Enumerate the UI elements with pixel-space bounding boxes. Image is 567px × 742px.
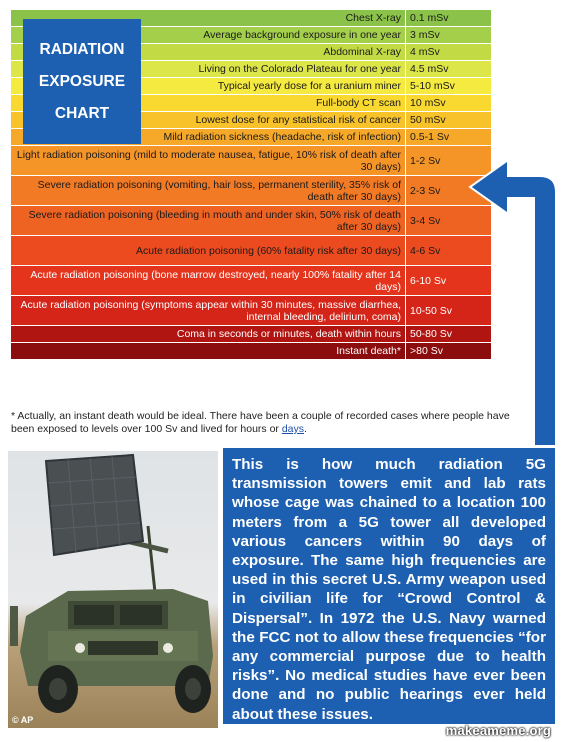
exposure-dose: 4-6 Sv bbox=[405, 236, 491, 265]
footnote-text: * Actually, an instant death would be ideal. There have been a couple of recorded cases where people have been exposed to levels over 100 Sv and lived for hours or bbox=[11, 410, 510, 435]
exposure-dose: 1-2 Sv bbox=[405, 146, 491, 175]
exposure-description: Light radiation poisoning (mild to moderate nausea, fatigue, 10% risk of death after 30 days) bbox=[16, 148, 401, 173]
exposure-dose: >80 Sv bbox=[405, 343, 491, 359]
exposure-dose: 10-50 Sv bbox=[405, 296, 491, 325]
watermark: makeameme.org bbox=[445, 723, 551, 738]
exposure-description: Average background exposure in one year bbox=[203, 29, 401, 41]
exposure-description: Abdominal X-ray bbox=[323, 46, 401, 58]
footnote bbox=[11, 410, 531, 436]
exposure-dose: 3 mSv bbox=[405, 27, 491, 43]
chart-title-line-1: RADIATION bbox=[39, 40, 125, 58]
exposure-description: Instant death* bbox=[336, 345, 401, 357]
exposure-dose: 50-80 Sv bbox=[405, 326, 491, 342]
exposure-dose: 2-3 Sv bbox=[405, 176, 491, 205]
claim-text-box bbox=[221, 446, 557, 726]
exposure-dose: 4.5 mSv bbox=[405, 61, 491, 77]
exposure-dose: 0.5-1 Sv bbox=[405, 129, 491, 145]
exposure-dose: 3-4 Sv bbox=[405, 206, 491, 235]
footnote-link[interactable]: days bbox=[281, 423, 305, 435]
exposure-description: Acute radiation poisoning (60% fatality risk after 30 days) bbox=[136, 244, 401, 257]
exposure-description: Acute radiation poisoning (bone marrow destroyed, nearly 100% fatality after 14 days) bbox=[30, 268, 401, 293]
exposure-description: Full-body CT scan bbox=[315, 97, 401, 109]
exposure-description: Severe radiation poisoning (bleeding in mouth and under skin, 50% risk of death after 30 days) bbox=[28, 208, 401, 233]
claim-text: This is how much radiation 5G transmission towers emit and lab rats whose cage was chained to a location 100 meters from a 5G tower all developed various cancers within 90 days of exposure. The same high frequencies are used in this secret U.S. Army weapon used in civilian life for “Crowd Control & Dispersal”. In 1972 the U.S. Navy warned the FCC not to allow these frequencies “for any commercial purpose due to health risks”. No medical studies have ever been done and no public hearings ever held about these issues. bbox=[232, 456, 546, 723]
exposure-description: Living on the Colorado Plateau for one year bbox=[198, 63, 401, 75]
exposure-dose: 6-10 Sv bbox=[405, 266, 491, 295]
exposure-dose: 5-10 mSv bbox=[405, 78, 491, 94]
exposure-dose: 0.1 mSv bbox=[405, 10, 491, 26]
exposure-description: Coma in seconds or minutes, death within hours bbox=[176, 328, 401, 340]
arrow-shape bbox=[470, 160, 556, 446]
exposure-dose: 50 mSv bbox=[405, 112, 491, 128]
exposure-description: Typical yearly dose for a uranium miner bbox=[217, 80, 401, 92]
exposure-description: Severe radiation poisoning (vomiting, hair loss, permanent sterility, 35% risk of death after 30 days) bbox=[37, 178, 401, 203]
exposure-description: Mild radiation sickness (headache, risk of infection) bbox=[163, 131, 401, 143]
exposure-description: Chest X-ray bbox=[345, 12, 401, 24]
footnote-end: . bbox=[304, 423, 307, 435]
exposure-dose: 10 mSv bbox=[405, 95, 491, 111]
military-vehicle-photo bbox=[8, 451, 218, 728]
chart-title-line-3: CHART bbox=[54, 104, 110, 122]
vehicle-illustration bbox=[8, 451, 218, 728]
exposure-description: Acute radiation poisoning (symptoms appear within 30 minutes, massive diarrhea, internal bleeding, delirium, coma) bbox=[20, 298, 401, 323]
photo-credit: © AP bbox=[12, 715, 34, 725]
exposure-dose: 4 mSv bbox=[405, 44, 491, 60]
chart-title-line-2: EXPOSURE bbox=[38, 72, 126, 90]
exposure-description: Lowest dose for any statistical risk of cancer bbox=[195, 114, 401, 126]
